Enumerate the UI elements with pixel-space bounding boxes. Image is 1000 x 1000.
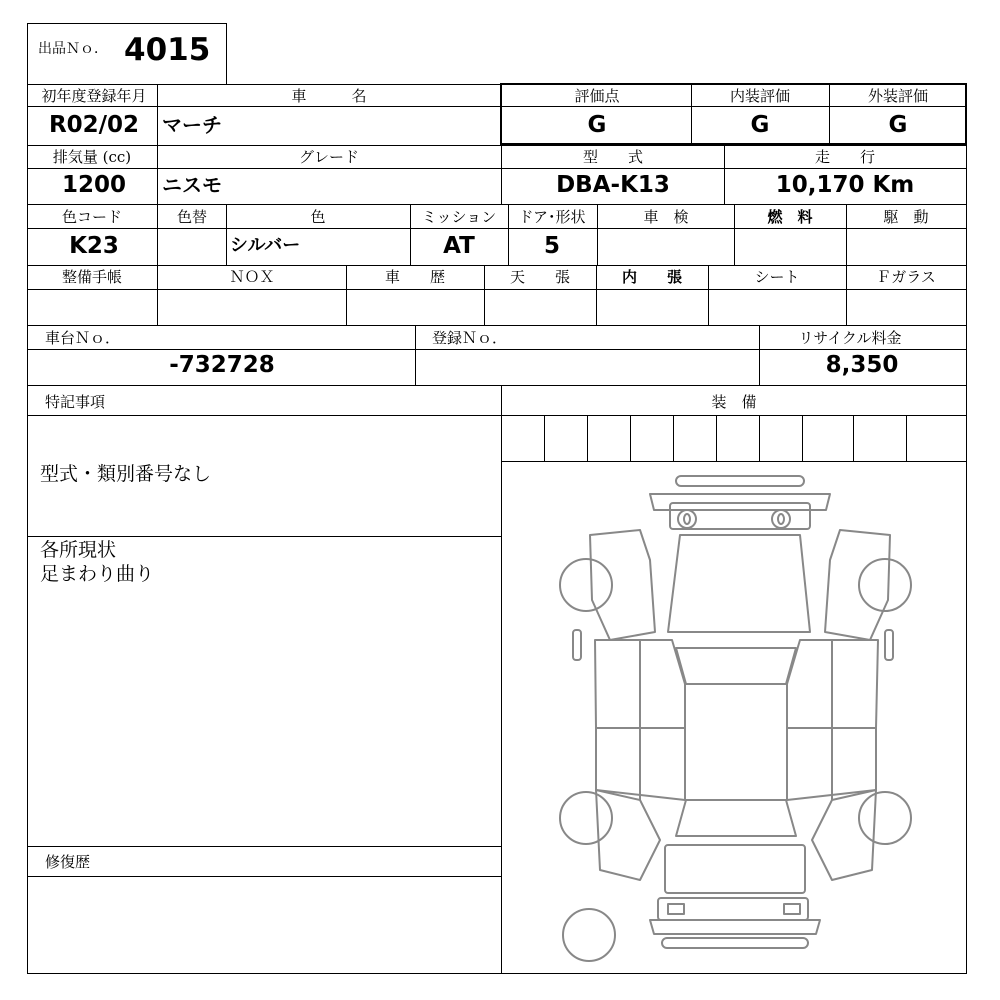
left-headlight-shape xyxy=(678,510,696,528)
color-label: 色 xyxy=(310,208,326,226)
front-left-fender-shape xyxy=(590,530,655,640)
score-value: G xyxy=(587,112,607,138)
history-label: 車 歴 xyxy=(384,268,446,286)
roof-lining-label: 天 張 xyxy=(509,268,571,286)
right-mirror-shape xyxy=(885,630,893,660)
remarks-text: 型式・類別番号なし xyxy=(40,463,212,485)
front-bumper-shape xyxy=(676,476,804,486)
mileage-value: 10,170 Km xyxy=(775,172,915,198)
inspection-label: 車 検 xyxy=(643,208,689,226)
nox-label: ＮＯＸ xyxy=(229,268,275,286)
roof-shape xyxy=(685,684,787,800)
mileage-label: 走 行 xyxy=(814,148,876,166)
right-headlight-shape xyxy=(772,510,790,528)
interior-lining-label: 内 張 xyxy=(621,268,683,286)
displacement-label: 排気量 (cc) xyxy=(52,148,132,166)
color-code-value: K23 xyxy=(69,233,119,259)
rear-left-wheel-shape xyxy=(560,792,612,844)
color-code-label: 色コード xyxy=(61,208,123,226)
exterior-score-label: 外装評価 xyxy=(867,87,929,105)
right-headlight-inner-shape xyxy=(778,514,784,524)
reg-year-label: 初年度登録年月 xyxy=(41,87,147,105)
left-headlight-inner-shape xyxy=(684,514,690,524)
condition-line-2: 足まわり曲り xyxy=(40,563,155,585)
front-right-wheel-shape xyxy=(859,559,911,611)
f-glass-label: Ｆガラス xyxy=(876,268,936,286)
model-type-value: DBA-K13 xyxy=(556,172,670,198)
recycle-fee-value: 8,350 xyxy=(825,352,899,378)
model-type-label: 型 式 xyxy=(582,148,644,166)
right-taillight-shape xyxy=(784,904,800,914)
color-value: シルバー xyxy=(230,235,301,256)
car-name-value: マーチ xyxy=(162,113,222,137)
rear-hatch-shape xyxy=(665,845,805,893)
door-shape-label: ドア･形状 xyxy=(518,208,586,226)
drive-label: 駆 動 xyxy=(883,208,929,226)
rear-under-shape xyxy=(662,938,808,948)
rear-skirt-shape xyxy=(650,920,820,934)
registration-no-label: 登録Ｎｏ． xyxy=(432,329,508,347)
rear-bumper-shape xyxy=(658,898,808,920)
grade-label: グレード xyxy=(298,148,360,166)
car-name-label: 車 名 xyxy=(291,87,367,105)
hood-shape xyxy=(668,535,810,632)
grade-value: ニスモ xyxy=(162,173,222,197)
front-left-wheel-shape xyxy=(560,559,612,611)
maintenance-book-label: 整備手帳 xyxy=(61,268,123,286)
fuel-label: 燃 料 xyxy=(767,208,813,226)
color-change-label: 色替 xyxy=(176,208,208,226)
chassis-no-label: 車台Ｎｏ． xyxy=(45,329,121,347)
interior-score-label: 内装評価 xyxy=(729,87,791,105)
rear-window-shape xyxy=(676,800,796,836)
rear-right-wheel-shape xyxy=(859,792,911,844)
chassis-no-value: -732728 xyxy=(169,352,275,378)
door-shape-value: 5 xyxy=(543,233,561,259)
displacement-value: 1200 xyxy=(61,172,127,198)
left-mirror-shape xyxy=(573,630,581,660)
interior-score-value: G xyxy=(750,112,770,138)
score-label: 評価点 xyxy=(574,87,620,105)
car-diagram xyxy=(503,463,965,971)
exhibit-number: 4015 xyxy=(124,32,211,68)
spare-tire-shape xyxy=(563,909,615,961)
transmission-label: ミッション xyxy=(421,208,497,226)
repair-history-label: 修復歴 xyxy=(45,853,91,871)
exhibit-number-label: 出品Ｎｏ． xyxy=(38,41,108,57)
remarks-label: 特記事項 xyxy=(45,393,106,411)
transmission-value: AT xyxy=(443,233,475,259)
front-right-fender-shape xyxy=(825,530,890,640)
windshield-shape xyxy=(676,648,796,684)
reg-year-value: R02/02 xyxy=(48,112,140,138)
left-taillight-shape xyxy=(668,904,684,914)
recycle-fee-label: リサイクル料金 xyxy=(798,329,902,347)
seat-label: シート xyxy=(754,268,800,286)
exterior-score-value: G xyxy=(888,112,908,138)
equipment-label: 装 備 xyxy=(711,393,757,411)
condition-line-1: 各所現状 xyxy=(40,539,117,561)
